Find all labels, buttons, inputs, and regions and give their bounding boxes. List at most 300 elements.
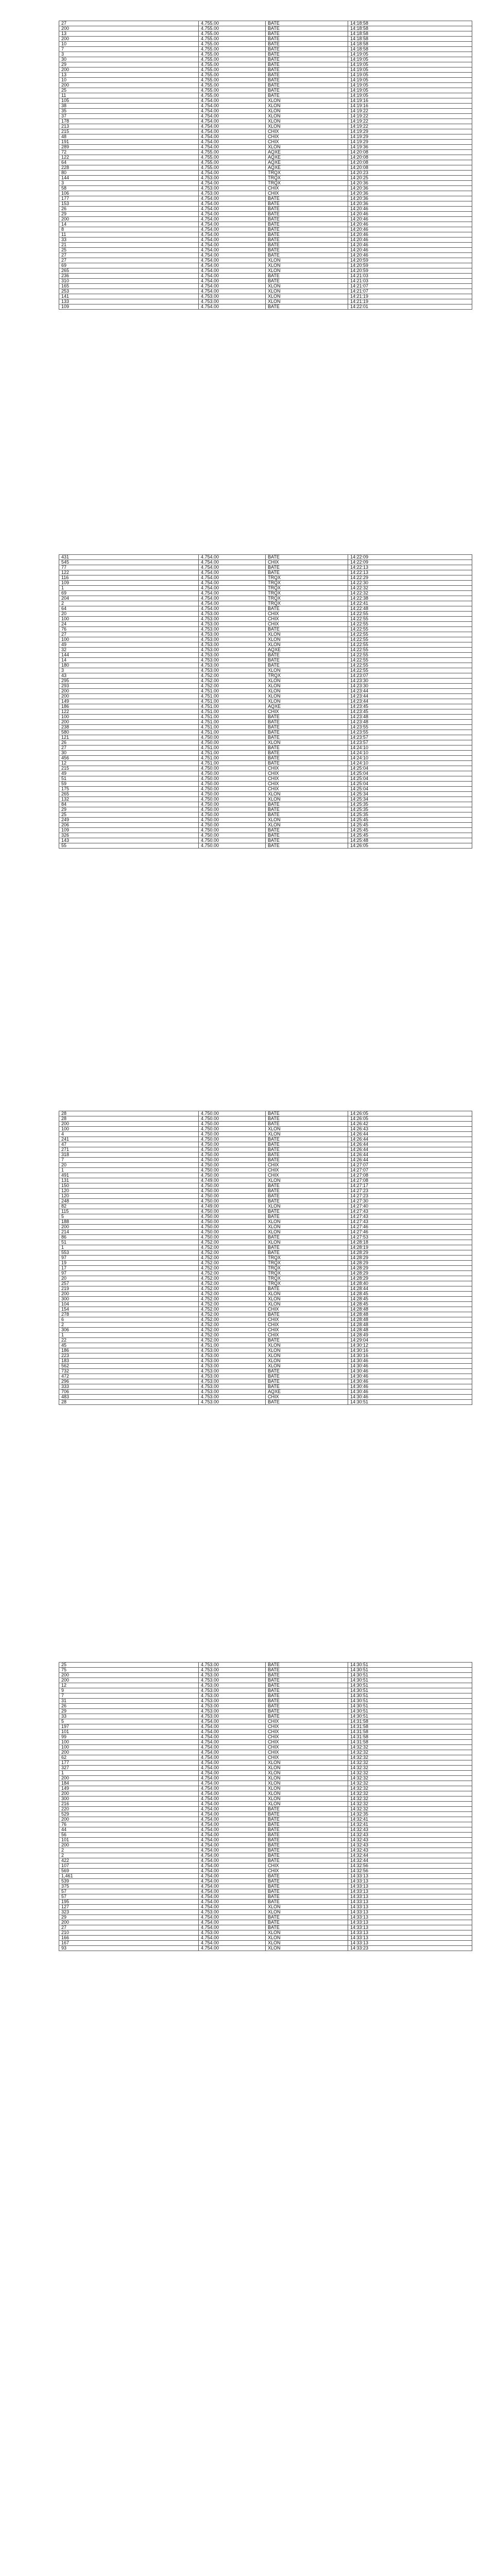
table-row	[59, 1276, 472, 1281]
price-cell: 4.752.00	[199, 1328, 266, 1333]
volume-cell: 51	[59, 1240, 199, 1245]
venue-cell: XLON	[266, 1905, 348, 1910]
venue-cell: BATE	[266, 1817, 348, 1822]
table-row	[59, 555, 472, 560]
time-cell: 14:21:03	[348, 279, 472, 284]
venue-cell: AQXE	[266, 155, 348, 160]
price-cell: 4.753.00	[199, 1673, 266, 1678]
venue-cell: BATE	[266, 238, 348, 243]
price-cell: 4.753.00	[199, 1678, 266, 1683]
table-row	[59, 1910, 472, 1915]
volume-cell: 107	[59, 1863, 199, 1869]
volume-cell: 20	[59, 612, 199, 617]
price-cell: 4.755.00	[199, 42, 266, 47]
time-cell: 14:20:36	[348, 191, 472, 196]
price-cell: 4.751.00	[199, 745, 266, 751]
volume-cell: 62	[59, 1755, 199, 1760]
time-cell: 14:21:07	[348, 289, 472, 294]
volume-cell: 11	[59, 232, 199, 238]
time-cell: 14:28:29	[348, 1276, 472, 1281]
table-row	[59, 1900, 472, 1905]
price-cell: 4.753.00	[199, 176, 266, 181]
table-row	[59, 294, 472, 299]
price-cell: 4.755.00	[199, 78, 266, 83]
price-cell: 4.752.00	[199, 679, 266, 684]
table-row	[59, 1791, 472, 1797]
volume-cell: 3	[59, 181, 199, 186]
venue-cell: AQXE	[266, 704, 348, 709]
table-row	[59, 1353, 472, 1359]
venue-cell: BATE	[266, 745, 348, 751]
price-cell: 4.753.00	[199, 627, 266, 632]
volume-cell: 278	[59, 1312, 199, 1317]
volume-cell: 19	[59, 1261, 199, 1266]
table-row	[59, 586, 472, 591]
volume-cell: 1,461	[59, 1874, 199, 1879]
price-cell: 4.753.00	[199, 1353, 266, 1359]
price-cell: 4.753.00	[199, 1389, 266, 1395]
table-row	[59, 201, 472, 207]
table-row	[59, 1807, 472, 1812]
table-row	[59, 1266, 472, 1271]
venue-cell: CHIX	[266, 134, 348, 140]
time-cell: 14:20:08	[348, 155, 472, 160]
table-row	[59, 1786, 472, 1791]
venue-cell: XLON	[266, 684, 348, 689]
price-cell: 4.754.00	[199, 1735, 266, 1740]
time-cell: 14:20:46	[348, 248, 472, 253]
volume-cell: 27	[59, 1925, 199, 1930]
time-cell: 14:32:32	[348, 1771, 472, 1776]
table-row	[59, 740, 472, 745]
venue-cell: BATE	[266, 1663, 348, 1668]
table-row	[59, 761, 472, 766]
table-row	[59, 284, 472, 289]
table-row	[59, 1317, 472, 1323]
price-cell: 4.753.00	[199, 1709, 266, 1714]
venue-cell: BATE	[266, 217, 348, 222]
venue-cell: CHIX	[266, 1724, 348, 1730]
time-cell: 14:20:59	[348, 263, 472, 268]
volume-cell: 191	[59, 140, 199, 145]
price-cell: 4.754.00	[199, 238, 266, 243]
time-cell: 14:33:13	[348, 1894, 472, 1900]
table-row	[59, 1822, 472, 1827]
table-row	[59, 1766, 472, 1771]
price-cell: 4.750.00	[199, 1225, 266, 1230]
table-row	[59, 274, 472, 279]
time-cell: 14:22:13	[348, 565, 472, 570]
price-cell: 4.754.00	[199, 222, 266, 227]
volume-cell: 236	[59, 274, 199, 279]
table-row	[59, 575, 472, 581]
price-cell: 4.755.00	[199, 73, 266, 78]
volume-cell: 238	[59, 725, 199, 730]
time-cell: 14:31:58	[348, 1735, 472, 1740]
table-row	[59, 1348, 472, 1353]
venue-cell: TRQX	[266, 601, 348, 606]
price-cell: 4.749.00	[199, 1204, 266, 1209]
venue-cell: TRQX	[266, 181, 348, 186]
price-cell: 4.750.00	[199, 740, 266, 745]
venue-cell: BATE	[266, 1704, 348, 1709]
table-row	[59, 642, 472, 648]
time-cell: 14:18:58	[348, 21, 472, 26]
time-cell: 14:22:55	[348, 622, 472, 627]
venue-cell: BATE	[266, 1807, 348, 1812]
table-row	[59, 1858, 472, 1863]
price-cell: 4.752.00	[199, 1240, 266, 1245]
price-cell: 4.753.00	[199, 299, 266, 304]
time-cell: 14:28:29	[348, 1256, 472, 1261]
table-row	[59, 1817, 472, 1822]
price-cell: 4.754.00	[199, 263, 266, 268]
time-cell: 14:33:13	[348, 1879, 472, 1884]
venue-cell: BATE	[266, 279, 348, 284]
time-cell: 14:26:44	[348, 1153, 472, 1158]
table-row	[59, 1714, 472, 1719]
time-cell: 14:26:44	[348, 1142, 472, 1147]
price-cell: 4.751.00	[199, 694, 266, 699]
venue-cell: BATE	[266, 606, 348, 612]
price-cell: 4.754.00	[199, 565, 266, 570]
table-row	[59, 227, 472, 232]
venue-cell: BATE	[266, 1379, 348, 1384]
price-cell: 4.751.00	[199, 751, 266, 756]
volume-cell: 13	[59, 73, 199, 78]
venue-cell: BATE	[266, 735, 348, 740]
time-cell: 14:21:03	[348, 274, 472, 279]
table-row	[59, 1163, 472, 1168]
time-cell: 14:23:57	[348, 735, 472, 740]
time-cell: 14:20:46	[348, 243, 472, 248]
venue-cell: AQXE	[266, 1389, 348, 1395]
price-cell: 4.754.00	[199, 98, 266, 104]
volume-cell: 200	[59, 694, 199, 699]
price-cell: 4.755.00	[199, 31, 266, 37]
venue-cell: XLON	[266, 1353, 348, 1359]
price-cell: 4.754.00	[199, 570, 266, 575]
venue-cell: BATE	[266, 248, 348, 253]
table-row	[59, 1168, 472, 1173]
price-cell: 4.750.00	[199, 818, 266, 823]
price-cell: 4.752.00	[199, 673, 266, 679]
price-cell: 4.754.00	[199, 243, 266, 248]
price-cell: 4.754.00	[199, 1745, 266, 1750]
time-cell: 14:20:36	[348, 201, 472, 207]
price-cell: 4.754.00	[199, 258, 266, 263]
price-cell: 4.750.00	[199, 1163, 266, 1168]
table-row	[59, 1673, 472, 1678]
table-row	[59, 1735, 472, 1740]
price-cell: 4.753.00	[199, 294, 266, 299]
volume-cell: 200	[59, 1843, 199, 1848]
time-cell: 14:28:19	[348, 1245, 472, 1250]
table-row	[59, 622, 472, 627]
table-row	[59, 289, 472, 294]
venue-cell: XLON	[266, 1364, 348, 1369]
table-row	[59, 21, 472, 26]
table-row	[59, 1946, 472, 1951]
volume-cell: 69	[59, 263, 199, 268]
volume-cell: 220	[59, 1807, 199, 1812]
time-cell: 14:30:16	[348, 1353, 472, 1359]
price-cell: 4.754.00	[199, 1760, 266, 1766]
volume-cell: 9	[59, 1688, 199, 1693]
time-cell: 14:21:07	[348, 284, 472, 289]
volume-cell: 27	[59, 21, 199, 26]
volume-cell: 228	[59, 165, 199, 171]
volume-cell: 200	[59, 1225, 199, 1230]
venue-cell: XLON	[266, 823, 348, 828]
venue-cell: XLON	[266, 699, 348, 704]
price-cell: 4.750.00	[199, 823, 266, 828]
table-row	[59, 1219, 472, 1225]
table-row	[59, 792, 472, 797]
time-cell: 14:19:36	[348, 145, 472, 150]
table-row	[59, 1225, 472, 1230]
volume-cell: 545	[59, 560, 199, 565]
table-row	[59, 1302, 472, 1307]
volume-cell: 195	[59, 1900, 199, 1905]
venue-cell: BATE	[266, 232, 348, 238]
time-cell: 14:22:09	[348, 560, 472, 565]
table-row	[59, 771, 472, 776]
price-cell: 4.754.00	[199, 1817, 266, 1822]
price-cell: 4.754.00	[199, 1869, 266, 1874]
trades-table-page-3	[59, 1111, 472, 1405]
trades-table-page-2	[59, 554, 472, 849]
table-row	[59, 1863, 472, 1869]
venue-cell: CHIX	[266, 129, 348, 134]
volume-cell: 132	[59, 797, 199, 802]
table-row	[59, 1256, 472, 1261]
table-row	[59, 26, 472, 31]
time-cell: 14:28:48	[348, 1312, 472, 1317]
volume-cell: 80	[59, 171, 199, 176]
volume-cell: 318	[59, 1153, 199, 1158]
venue-cell: XLON	[266, 1910, 348, 1915]
price-cell: 4.750.00	[199, 1219, 266, 1225]
venue-cell: BATE	[266, 21, 348, 26]
volume-cell: 28	[59, 1111, 199, 1116]
table-row	[59, 67, 472, 73]
table-row	[59, 1364, 472, 1369]
venue-cell: BATE	[266, 1369, 348, 1374]
time-cell: 14:22:55	[348, 627, 472, 632]
table-row	[59, 1235, 472, 1240]
price-cell: 4.750.00	[199, 1122, 266, 1127]
time-cell: 14:22:13	[348, 570, 472, 575]
time-cell: 14:18:58	[348, 42, 472, 47]
venue-cell: CHIX	[266, 1168, 348, 1173]
price-cell: 4.752.00	[199, 1250, 266, 1256]
price-cell: 4.753.00	[199, 663, 266, 668]
venue-cell: CHIX	[266, 1863, 348, 1869]
price-cell: 4.755.00	[199, 47, 266, 52]
time-cell: 14:30:51	[348, 1704, 472, 1709]
volume-cell: 11	[59, 93, 199, 98]
venue-cell: CHIX	[266, 1869, 348, 1874]
price-cell: 4.754.00	[199, 1941, 266, 1946]
table-row	[59, 715, 472, 720]
price-cell: 4.754.00	[199, 1791, 266, 1797]
table-row	[59, 1663, 472, 1668]
volume-cell: 27	[59, 632, 199, 637]
time-cell: 14:22:55	[348, 632, 472, 637]
table-row	[59, 617, 472, 622]
venue-cell: XLON	[266, 1348, 348, 1353]
table-row	[59, 1389, 472, 1395]
volume-cell: 25	[59, 248, 199, 253]
price-cell: 4.753.00	[199, 1395, 266, 1400]
price-cell: 4.753.00	[199, 1930, 266, 1936]
venue-cell: XLON	[266, 1936, 348, 1941]
table-row	[59, 57, 472, 62]
time-cell: 14:22:55	[348, 642, 472, 648]
venue-cell: BATE	[266, 212, 348, 217]
price-cell: 4.755.00	[199, 26, 266, 31]
table-row	[59, 114, 472, 119]
price-cell: 4.749.00	[199, 1178, 266, 1183]
time-cell: 14:27:43	[348, 1219, 472, 1225]
venue-cell: BATE	[266, 1848, 348, 1853]
price-cell: 4.753.00	[199, 658, 266, 663]
volume-cell: 76	[59, 1822, 199, 1827]
volume-cell: 580	[59, 730, 199, 735]
venue-cell: BATE	[266, 1137, 348, 1142]
volume-cell: 306	[59, 1328, 199, 1333]
time-cell: 14:33:13	[348, 1905, 472, 1910]
volume-cell: 186	[59, 704, 199, 709]
table-row	[59, 238, 472, 243]
price-cell: 4.752.00	[199, 1317, 266, 1323]
volume-cell: 24	[59, 622, 199, 627]
venue-cell: XLON	[266, 797, 348, 802]
price-cell: 4.750.00	[199, 1142, 266, 1147]
volume-cell: 149	[59, 1786, 199, 1791]
volume-cell: 12	[59, 1683, 199, 1688]
price-cell: 4.751.00	[199, 725, 266, 730]
time-cell: 14:33:13	[348, 1900, 472, 1905]
time-cell: 14:23:55	[348, 730, 472, 735]
volume-cell: 55	[59, 843, 199, 849]
time-cell: 14:26:44	[348, 1137, 472, 1142]
venue-cell: TRQX	[266, 575, 348, 581]
time-cell: 14:28:18	[348, 1240, 472, 1245]
venue-cell: BATE	[266, 1673, 348, 1678]
time-cell: 14:30:46	[348, 1364, 472, 1369]
venue-cell: BATE	[266, 1209, 348, 1214]
price-cell: 4.754.00	[199, 1771, 266, 1776]
price-cell: 4.754.00	[199, 1900, 266, 1905]
table-row	[59, 1127, 472, 1132]
price-cell: 4.751.00	[199, 699, 266, 704]
price-cell: 4.751.00	[199, 1343, 266, 1348]
time-cell: 14:32:43	[348, 1843, 472, 1848]
table-row	[59, 1333, 472, 1338]
table-row	[59, 843, 472, 849]
price-cell: 4.753.00	[199, 1359, 266, 1364]
table-row	[59, 217, 472, 222]
venue-cell: TRQX	[266, 581, 348, 586]
time-cell: 14:22:29	[348, 575, 472, 581]
time-cell: 14:28:45	[348, 1292, 472, 1297]
table-row	[59, 78, 472, 83]
trades-table-page-1	[59, 21, 472, 310]
time-cell: 14:22:55	[348, 637, 472, 642]
venue-cell: BATE	[266, 1312, 348, 1317]
venue-cell: BATE	[266, 1286, 348, 1292]
price-cell: 4.750.00	[199, 771, 266, 776]
volume-cell: 29	[59, 62, 199, 67]
table-row	[59, 1771, 472, 1776]
table-row	[59, 98, 472, 104]
volume-cell: 100	[59, 715, 199, 720]
volume-cell: 47	[59, 1142, 199, 1147]
time-cell: 14:32:56	[348, 1869, 472, 1874]
venue-cell: XLON	[266, 124, 348, 129]
venue-cell: BATE	[266, 843, 348, 849]
time-cell: 14:25:04	[348, 782, 472, 787]
volume-cell: 10	[59, 78, 199, 83]
time-cell: 14:18:58	[348, 37, 472, 42]
price-cell: 4.754.00	[199, 104, 266, 109]
time-cell: 14:25:45	[348, 828, 472, 833]
price-cell: 4.753.00	[199, 1699, 266, 1704]
price-cell: 4.750.00	[199, 1137, 266, 1142]
price-cell: 4.752.00	[199, 1286, 266, 1292]
volume-cell: 1	[59, 586, 199, 591]
price-cell: 4.750.00	[199, 1194, 266, 1199]
table-row	[59, 709, 472, 715]
venue-cell: XLON	[266, 668, 348, 673]
price-cell: 4.755.00	[199, 52, 266, 57]
price-cell: 4.750.00	[199, 1199, 266, 1204]
venue-cell: BATE	[266, 756, 348, 761]
venue-cell: BATE	[266, 274, 348, 279]
venue-cell: BATE	[266, 73, 348, 78]
price-cell: 4.753.00	[199, 648, 266, 653]
volume-cell: 122	[59, 570, 199, 575]
table-row	[59, 1379, 472, 1384]
table-row	[59, 1755, 472, 1760]
time-cell: 14:18:58	[348, 26, 472, 31]
time-cell: 14:22:55	[348, 663, 472, 668]
volume-cell: 569	[59, 1869, 199, 1874]
venue-cell: BATE	[266, 627, 348, 632]
time-cell: 14:20:46	[348, 222, 472, 227]
time-cell: 14:19:05	[348, 52, 472, 57]
time-cell: 14:30:12	[348, 1343, 472, 1348]
venue-cell: BATE	[266, 52, 348, 57]
volume-cell: 200	[59, 26, 199, 31]
volume-cell: 213	[59, 124, 199, 129]
volume-cell: 122	[59, 155, 199, 160]
venue-cell: BATE	[266, 730, 348, 735]
price-cell: 4.754.00	[199, 207, 266, 212]
time-cell: 14:27:53	[348, 1235, 472, 1240]
time-cell: 14:32:32	[348, 1755, 472, 1760]
time-cell: 14:23:45	[348, 709, 472, 715]
price-cell: 4.754.00	[199, 1802, 266, 1807]
time-cell: 14:32:32	[348, 1776, 472, 1781]
price-cell: 4.753.00	[199, 1693, 266, 1699]
table-row	[59, 658, 472, 663]
price-cell: 4.754.00	[199, 601, 266, 606]
time-cell: 14:32:44	[348, 1853, 472, 1858]
volume-cell: 30	[59, 751, 199, 756]
